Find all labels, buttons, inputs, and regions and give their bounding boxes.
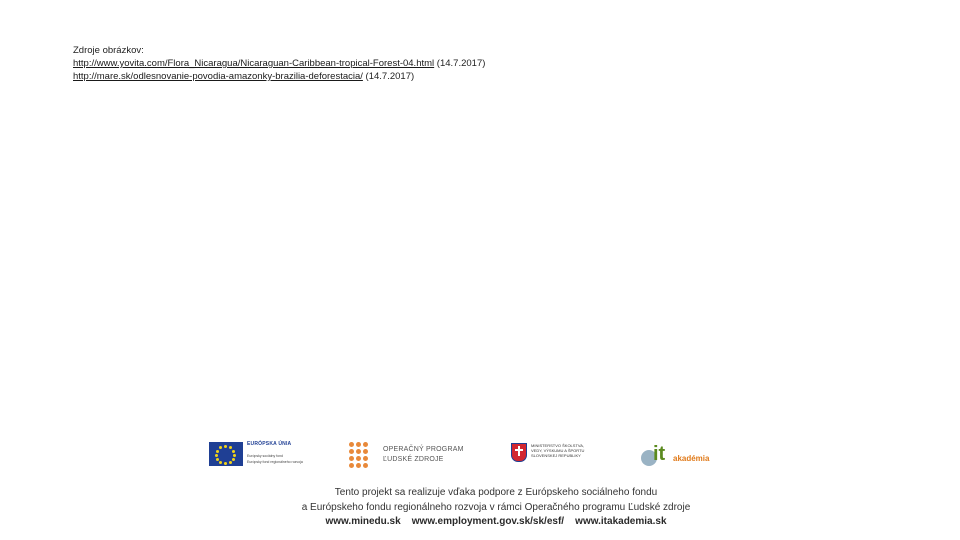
op-logo — [349, 438, 469, 474]
eu-logo — [209, 438, 339, 474]
project-footer — [0, 486, 960, 530]
eu-title: EURÓPSKA ÚNIA — [247, 441, 292, 447]
sources-heading: Zdroje obrázkov: — [73, 45, 144, 56]
op-line1: OPERAČNÝ PROGRAM — [383, 446, 464, 453]
ministry-logo — [511, 438, 591, 474]
source-line — [73, 70, 485, 83]
source-link[interactable]: http://mare.sk/odlesnovanie-povodia-amazonky-brazilia-deforestacia/ — [73, 71, 363, 82]
op-dots-icon — [349, 442, 373, 468]
itakademia-akademia: akadémia — [673, 454, 710, 463]
slovak-crest-icon — [511, 443, 527, 462]
source-link[interactable]: http://www.yovita.com/Flora_Nicaragua/Nicaraguan-Caribbean-tropical-Forest-04.html — [73, 58, 435, 69]
source-date: (14.7.2017) — [436, 58, 486, 69]
op-line2: ĽUDSKÉ ZDROJE — [383, 456, 444, 463]
itakademia-logo — [641, 438, 721, 474]
footer-line2: a Európskeho fondu regionálneho rozvoja v rámci Operačného programu Ľudské zdroje — [301, 501, 691, 513]
footer-links: www.minedu.sk www.employment.gov.sk/sk/esf/ www.itakademia.sk — [325, 516, 667, 527]
footer-line1: Tento projekt sa realizuje vďaka podpore z Európskeho sociálneho fondu — [334, 487, 658, 498]
eu-line2: Európsky fond regionálneho rozvoja — [247, 460, 303, 464]
partner-logos — [205, 438, 725, 474]
eu-flag-icon — [209, 442, 243, 466]
source-date: (14.7.2017) — [365, 71, 415, 82]
itakademia-it: it — [653, 443, 666, 465]
image-sources — [73, 44, 485, 83]
ministry-name: MINISTERSTVO ŠKOLSTVA, VEDY, VÝSKUMU A ŠPORTU SLOVENSKEJ REPUBLIKY — [531, 443, 585, 458]
eu-line1: Európsky sociálny fond — [247, 454, 283, 458]
source-line — [73, 57, 485, 70]
